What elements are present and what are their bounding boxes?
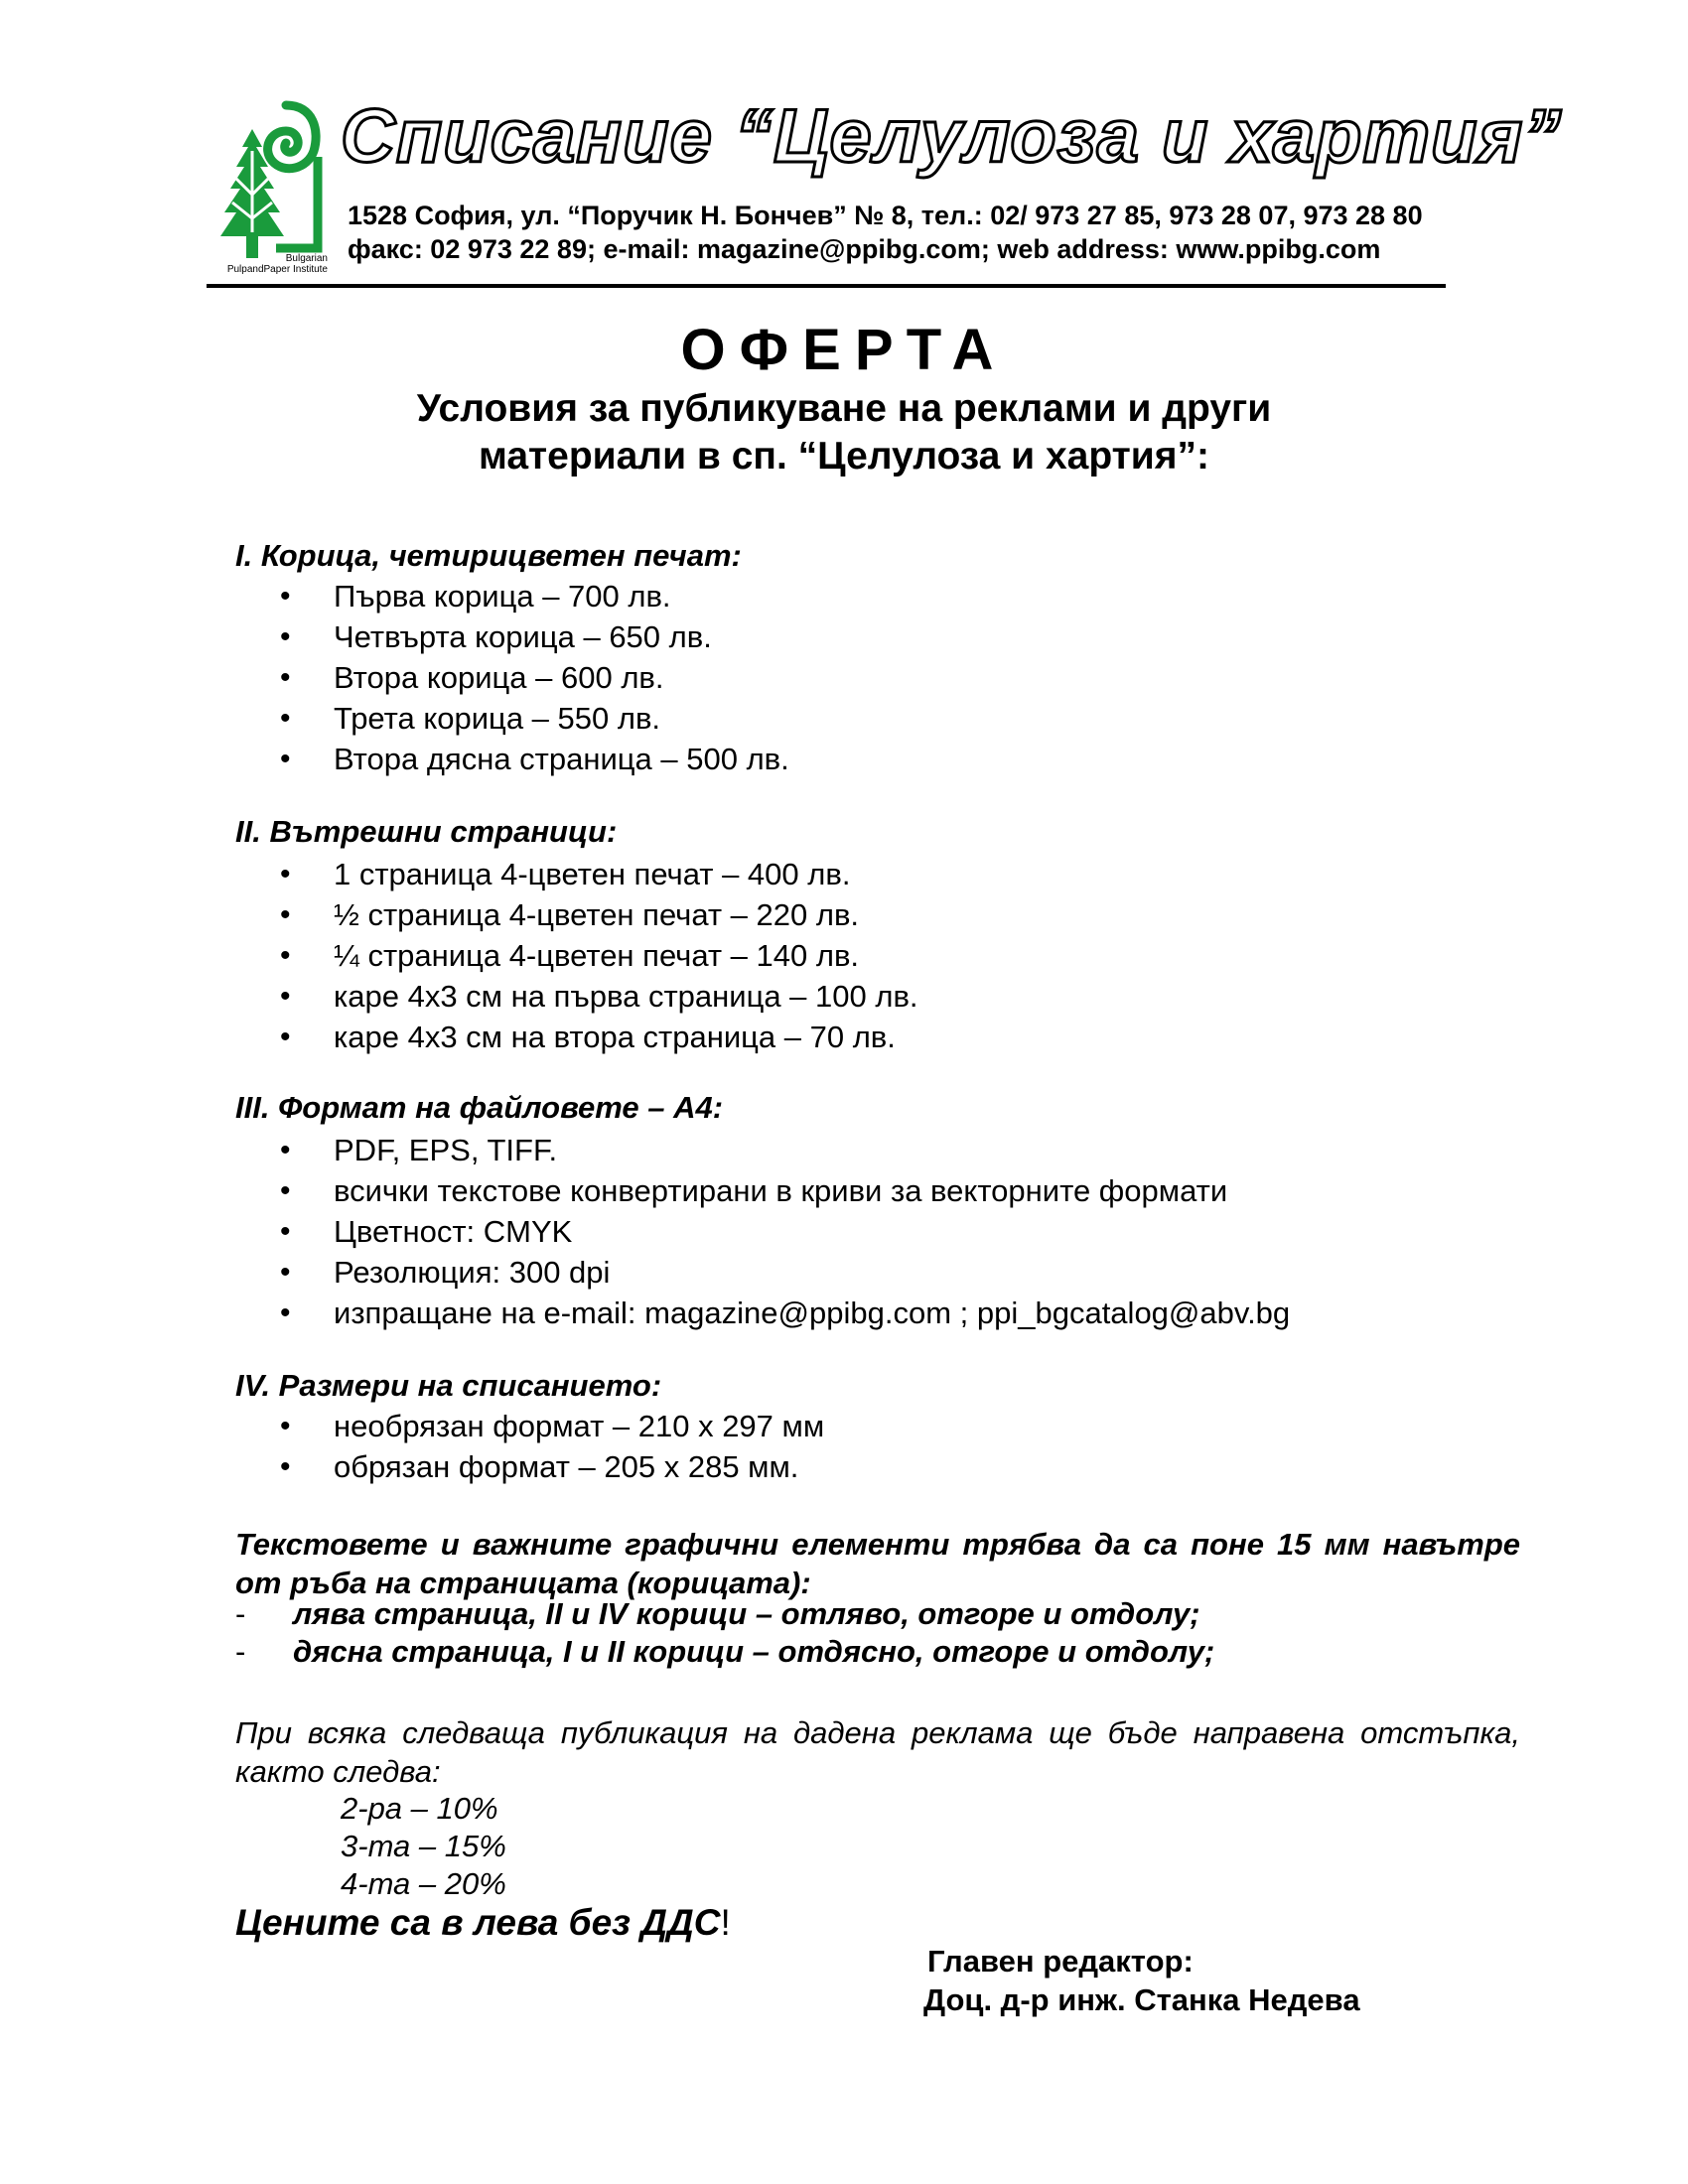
- list-item: • Четвърта корица – 650 лв.: [238, 616, 789, 657]
- vat-note: [235, 1904, 731, 1941]
- journal-title: Списание “Целулоза и хартия”: [341, 94, 1563, 179]
- list-item: • ¼ страница 4-цветен печат – 140 лв.: [238, 935, 918, 976]
- dash-marker: -: [235, 1596, 246, 1631]
- editor-role: Главен редактор:: [927, 1944, 1194, 1979]
- discount-item: 2-ра – 10%: [341, 1791, 498, 1826]
- section-heading-file-format: III. Формат на файловете – А4:: [235, 1090, 724, 1125]
- list-item: • Втора дясна страница – 500 лв.: [238, 739, 789, 779]
- institute-logo: [207, 99, 330, 274]
- section-heading-dimensions: IV. Размери на списанието:: [235, 1368, 662, 1403]
- vat-note-exclamation: !: [720, 1902, 731, 1943]
- list-item: • всички текстове конвертирани в криви за векторните формати: [238, 1170, 1290, 1211]
- discount-item: 4-та – 20%: [341, 1866, 506, 1901]
- list-item: • Трета корица – 550 лв.: [238, 698, 789, 739]
- offer-subtitle: [0, 385, 1688, 480]
- margin-rule-text: лява страница, II и IV корици – отляво, отгоре и отдолу;: [293, 1596, 1200, 1631]
- margin-rule-left-page: [235, 1598, 1200, 1629]
- list-item: • каре 4х3 см на първа страница – 100 лв.: [238, 976, 918, 1017]
- margin-rule-text: дясна страница, I и II корици – отдясно, отгоре и отдолу;: [293, 1634, 1215, 1669]
- list-item: • PDF, EPS, TIFF.: [238, 1130, 1290, 1170]
- discount-intro: При всяка следваща публикация на дадена реклама ще бъде направена отстъпка, както следва:: [235, 1715, 1520, 1789]
- list-item: • обрязан формат – 205 х 285 мм.: [238, 1446, 824, 1487]
- margin-rule-right-page: [235, 1636, 1214, 1667]
- list-item: • Първа корица – 700 лв.: [238, 576, 789, 616]
- header-divider: [207, 284, 1446, 288]
- contact-fax-email-web: факс: 02 973 22 89; e-mail: magazine@ppibg.com; web address: www.ppibg.com: [348, 234, 1381, 264]
- contact-address-phone: 1528 София, ул. “Поручик Н. Бончев” № 8, тел.: 02/ 973 27 85, 973 28 07, 973 28 80: [348, 201, 1423, 230]
- discount-item: 3-та – 15%: [341, 1829, 506, 1863]
- section-heading-covers: I. Корица, четирицветен печат:: [235, 538, 742, 573]
- file-format-list: [238, 1130, 1290, 1333]
- list-item: • изпращане на e-mail: magazine@ppibg.com ; ppi_bgcatalog@abv.bg: [238, 1293, 1290, 1333]
- list-item: • Втора корица – 600 лв.: [238, 657, 789, 698]
- list-item: • ½ страница 4-цветен печат – 220 лв.: [238, 894, 918, 935]
- list-item: • Цветност: CMYK: [238, 1211, 1290, 1252]
- margin-notice: Текстовете и важните графични елементи трябва да са поне 15 мм навътре от ръба на страницата (корицата):: [235, 1527, 1520, 1600]
- list-item: • Резолюция: 300 dpi: [238, 1252, 1290, 1293]
- dash-marker: -: [235, 1634, 246, 1669]
- section-heading-inner-pages: II. Вътрешни страници:: [235, 814, 618, 849]
- list-item: • 1 страница 4-цветен печат – 400 лв.: [238, 854, 918, 894]
- dimensions-list: [238, 1406, 824, 1487]
- offer-title: ОФЕРТА: [680, 318, 1008, 382]
- editor-name: Доц. д-р инж. Станка Недева: [923, 1982, 1360, 2017]
- covers-price-list: [238, 576, 789, 779]
- subtitle-line-2: материали в сп. “Целулоза и хартия”:: [479, 435, 1209, 478]
- logo-caption-line1: Bulgarian: [285, 253, 328, 264]
- vat-note-text: Цените са в лева без ДДС: [235, 1902, 721, 1943]
- subtitle-line-1: Условия за публикуване на реклами и други: [416, 387, 1272, 430]
- logo-caption-line2: PulpandPaper Institute: [226, 264, 328, 274]
- inner-pages-price-list: [238, 854, 918, 1057]
- list-item: • каре 4х3 см на втора страница – 70 лв.: [238, 1017, 918, 1057]
- tree-spiral-logo-icon: [207, 99, 330, 274]
- list-item: • необрязан формат – 210 х 297 мм: [238, 1406, 824, 1446]
